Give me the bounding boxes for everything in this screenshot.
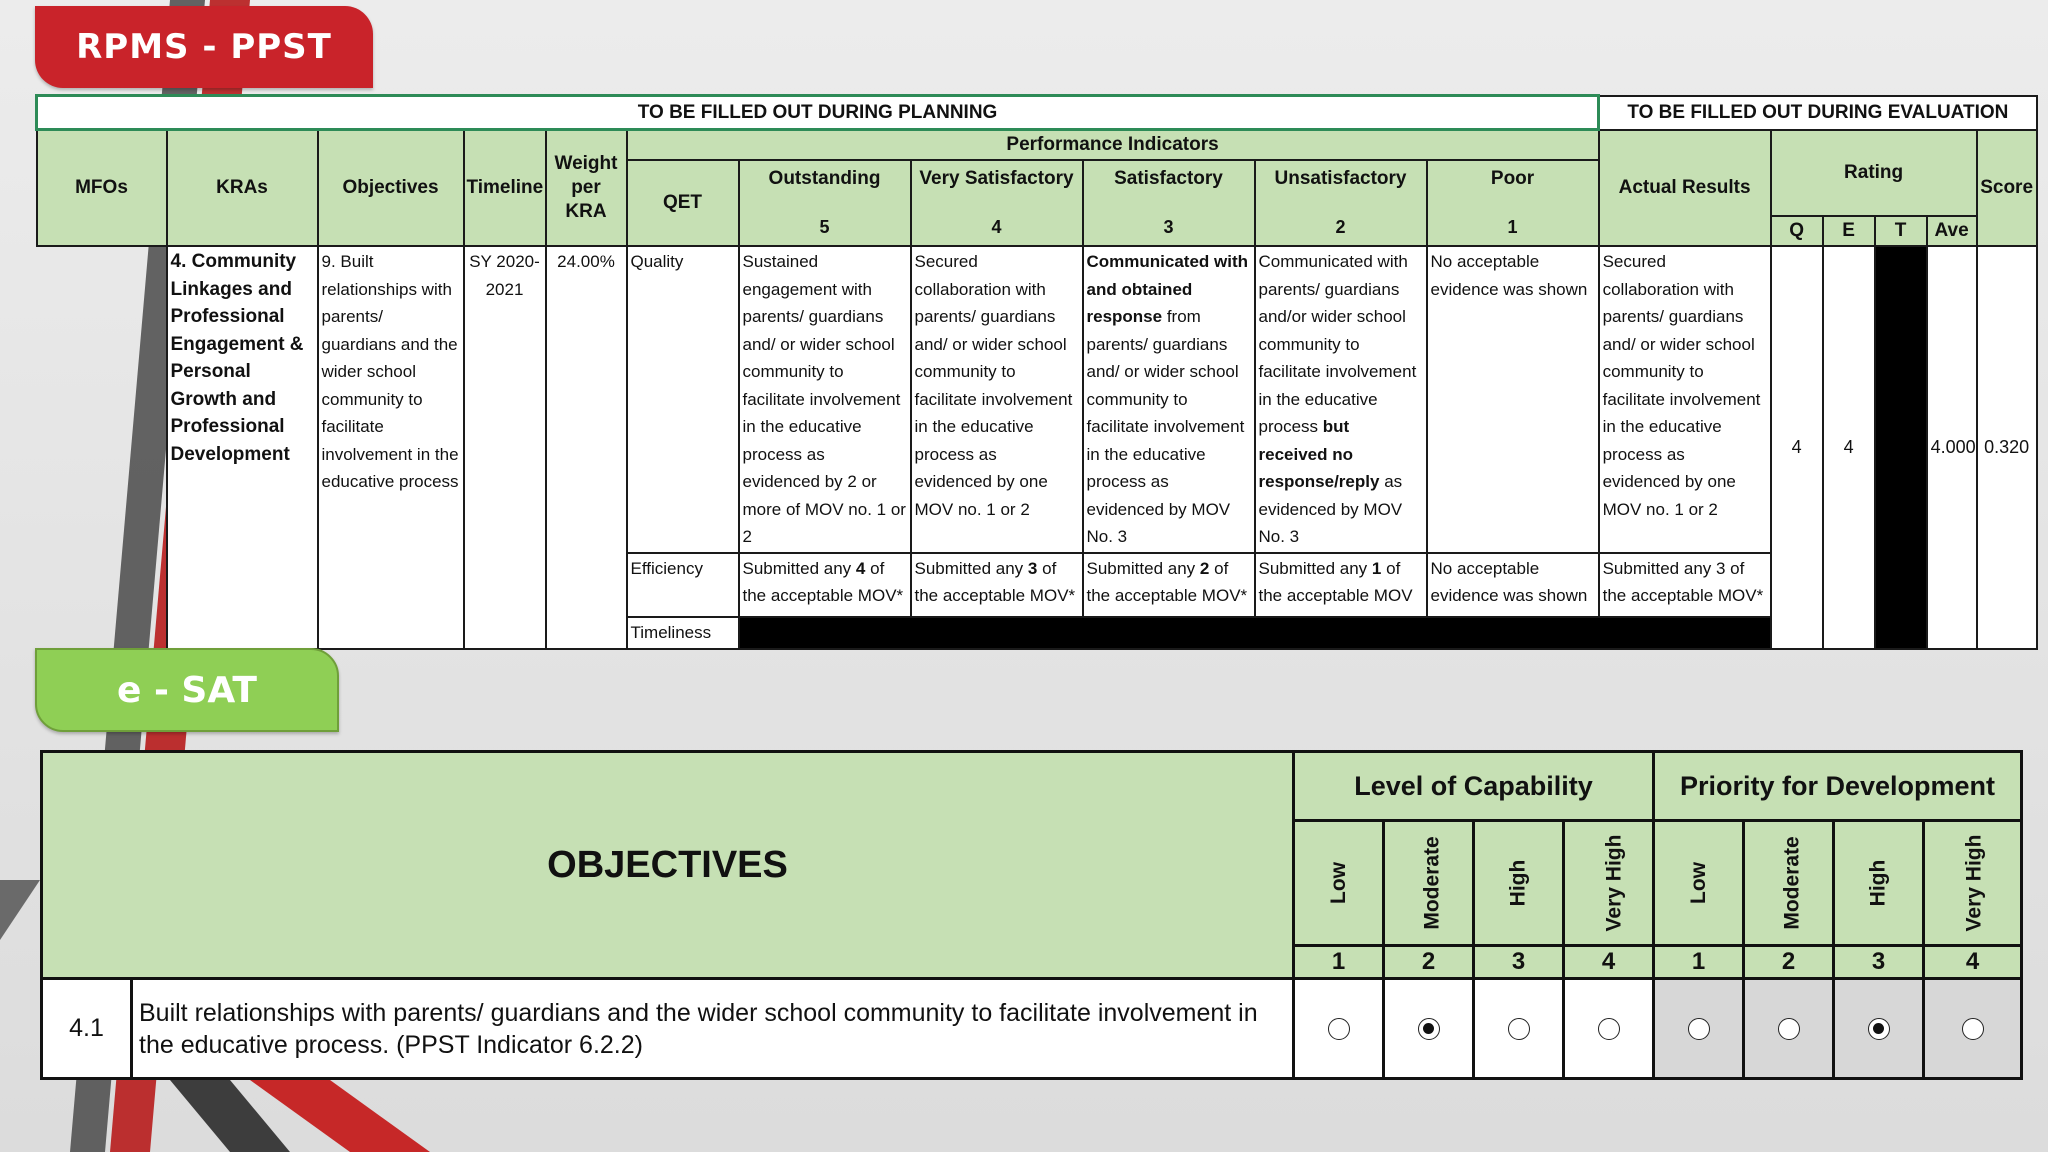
quality-unsatisfactory-bold: but received no response/reply (1258, 417, 1380, 491)
pri-cell-3 (1834, 979, 1924, 1079)
pri-num-4: 4 (1924, 946, 2022, 979)
quality-unsatisfactory-post: as evidenced by MOV No. 3 (1258, 472, 1403, 546)
kra-cell: 4. Community Linkages and Professional Engagement & Personal Growth and Professional Development (167, 246, 318, 649)
very-satisfactory-label: Very Satisfactory (919, 168, 1074, 189)
col-timeline: Timeline (464, 130, 546, 247)
quality-satisfactory-bold: Communicated with and obtained response (1086, 252, 1249, 326)
cap-cell-1 (1294, 979, 1384, 1079)
capability-radio-moderate[interactable] (1418, 1018, 1440, 1040)
efficiency-very-satisfactory (911, 553, 1083, 617)
pri-cell-2 (1744, 979, 1834, 1079)
efficiency-actual: Submitted any 3 of the acceptable MOV* (1599, 553, 1771, 617)
cap-num-2: 2 (1384, 946, 1474, 979)
col-qet: QET (627, 160, 739, 246)
rpms-ppst-label: RPMS - PPST (76, 27, 332, 67)
rating-t (1875, 246, 1927, 649)
eff-u-bold: 1 (1371, 558, 1382, 578)
col-kras: KRAs (167, 130, 318, 247)
qet-timeliness: Timeliness (627, 617, 739, 649)
capability-radio-very-high[interactable] (1598, 1018, 1620, 1040)
satisfactory-number: 3 (1163, 217, 1174, 237)
eff-vs-bold: 3 (1027, 558, 1038, 578)
quality-actual: Secured collaboration with parents/ guardians and/ or wider school community to facilitate involvement in the educative process as evidenced by one MOV no. 1 or 2 (1599, 246, 1771, 553)
qet-efficiency: Efficiency (627, 553, 739, 617)
mfo-cell (37, 246, 167, 649)
unsatisfactory-label: Unsatisfactory (1274, 168, 1407, 189)
col-ave: Ave (1927, 216, 1977, 246)
pri-num-3: 3 (1834, 946, 1924, 979)
col-score: Score (1977, 130, 2037, 247)
esat-tab (35, 648, 339, 732)
quality-unsatisfactory (1255, 246, 1427, 553)
esat-label: e - SAT (117, 669, 257, 711)
unsatisfactory-number: 2 (1335, 217, 1346, 237)
pri-low-label: Low (1654, 821, 1744, 946)
col-objectives: Objectives (318, 130, 464, 247)
eff-u-post: of the acceptable MOV (1258, 558, 1413, 605)
satisfactory-label: Satisfactory (1114, 168, 1223, 189)
capability-radio-low[interactable] (1328, 1018, 1350, 1040)
eff-u-pre: Submitted any (1258, 558, 1368, 578)
quality-poor: No acceptable evidence was shown (1427, 246, 1599, 553)
cap-cell-4 (1564, 979, 1654, 1079)
col-unsatisfactory (1255, 160, 1427, 246)
timeline-cell: SY 2020-2021 (464, 246, 546, 649)
rpms-ppst-tab (35, 6, 373, 88)
efficiency-satisfactory (1083, 553, 1255, 617)
esat-table (40, 750, 2023, 1080)
pri-num-2: 2 (1744, 946, 1834, 979)
pri-num-1: 1 (1654, 946, 1744, 979)
priority-radio-low[interactable] (1688, 1018, 1710, 1040)
objectives-header: OBJECTIVES (42, 752, 1294, 979)
priority-header: Priority for Development (1654, 752, 2022, 821)
cap-num-3: 3 (1474, 946, 1564, 979)
pri-very-high-label: Very High (1924, 821, 2022, 946)
cap-low-label: Low (1294, 821, 1384, 946)
cap-high-label: High (1474, 821, 1564, 946)
objective-cell: 9. Built relationships with parents/ guardians and the wider school community to facilitate involvement in the educative process (318, 246, 464, 649)
eff-o-bold: 4 (855, 558, 866, 578)
quality-satisfactory-text: from parents/ guardians and/ or wider school community to facilitate involvement in the educative process as evidenced by MOV No. 3 (1086, 307, 1245, 546)
very-satisfactory-number: 4 (991, 217, 1002, 237)
capability-radio-high[interactable] (1508, 1018, 1530, 1040)
quality-outstanding: Sustained engagement with parents/ guardians and/ or wider school community to facilitate involvement in the educative process as evidenced by 2 or more of MOV no. 1 or 2 (739, 246, 911, 553)
outstanding-number: 5 (819, 217, 830, 237)
rating-q: 4 (1771, 246, 1823, 649)
efficiency-poor: No acceptable evidence was shown (1427, 553, 1599, 617)
col-mfos: MFOs (37, 130, 167, 247)
efficiency-outstanding (739, 553, 911, 617)
planning-header: TO BE FILLED OUT DURING PLANNING (37, 96, 1599, 130)
cap-moderate-label: Moderate (1384, 821, 1474, 946)
eff-s-pre: Submitted any (1086, 558, 1196, 578)
score-cell: 0.320 (1977, 246, 2037, 649)
quality-very-satisfactory: Secured collaboration with parents/ guardians and/ or wider school community to facilitate involvement in the educative process as evidenced by one MOV no. 1 or 2 (911, 246, 1083, 553)
pri-high-label: High (1834, 821, 1924, 946)
eff-s-post: of the acceptable MOV* (1086, 558, 1248, 605)
col-satisfactory (1083, 160, 1255, 246)
performance-indicators-header: Performance Indicators (627, 130, 1599, 161)
eff-vs-post: of the acceptable MOV* (914, 558, 1076, 605)
col-very-satisfactory (911, 160, 1083, 246)
efficiency-unsatisfactory (1255, 553, 1427, 617)
objective-text: Built relationships with parents/ guardians and the wider school community to facilitate involvement in the educative process. (PPST Indicator 6.2.2) (132, 979, 1294, 1079)
pri-moderate-label: Moderate (1744, 821, 1834, 946)
cap-cell-2 (1384, 979, 1474, 1079)
cap-num-1: 1 (1294, 946, 1384, 979)
rpms-table (35, 94, 2038, 650)
evaluation-header: TO BE FILLED OUT DURING EVALUATION (1599, 96, 2037, 130)
objective-number: 4.1 (42, 979, 132, 1079)
eff-s-bold: 2 (1199, 558, 1210, 578)
cap-cell-3 (1474, 979, 1564, 1079)
pri-cell-1 (1654, 979, 1744, 1079)
outstanding-label: Outstanding (768, 168, 881, 189)
col-rating: Rating (1771, 130, 1977, 217)
col-poor (1427, 160, 1599, 246)
quality-satisfactory (1083, 246, 1255, 553)
priority-radio-high[interactable] (1868, 1018, 1890, 1040)
col-q: Q (1771, 216, 1823, 246)
pri-cell-4 (1924, 979, 2022, 1079)
cap-num-4: 4 (1564, 946, 1654, 979)
poor-label: Poor (1490, 168, 1535, 189)
eff-vs-pre: Submitted any (914, 558, 1024, 578)
priority-radio-very-high[interactable] (1962, 1018, 1984, 1040)
col-t: T (1875, 216, 1927, 246)
col-e: E (1823, 216, 1875, 246)
col-outstanding (739, 160, 911, 246)
poor-number: 1 (1507, 217, 1518, 237)
col-actual-results: Actual Results (1599, 130, 1771, 247)
rating-e: 4 (1823, 246, 1875, 649)
cap-very-high-label: Very High (1564, 821, 1654, 946)
eff-o-pre: Submitted any (742, 558, 852, 578)
rating-ave: 4.000 (1927, 246, 1977, 649)
weight-cell: 24.00% (546, 246, 627, 649)
eff-o-post: of the acceptable MOV* (742, 558, 904, 605)
capability-header: Level of Capability (1294, 752, 1654, 821)
quality-unsatisfactory-pre: Communicated with parents/ guardians and/or wider school community to facilitate involvement in the educative process (1258, 252, 1417, 436)
col-weight: Weight per KRA (546, 130, 627, 247)
qet-quality: Quality (627, 246, 739, 553)
priority-radio-moderate[interactable] (1778, 1018, 1800, 1040)
timeliness-blackout (739, 617, 1771, 649)
